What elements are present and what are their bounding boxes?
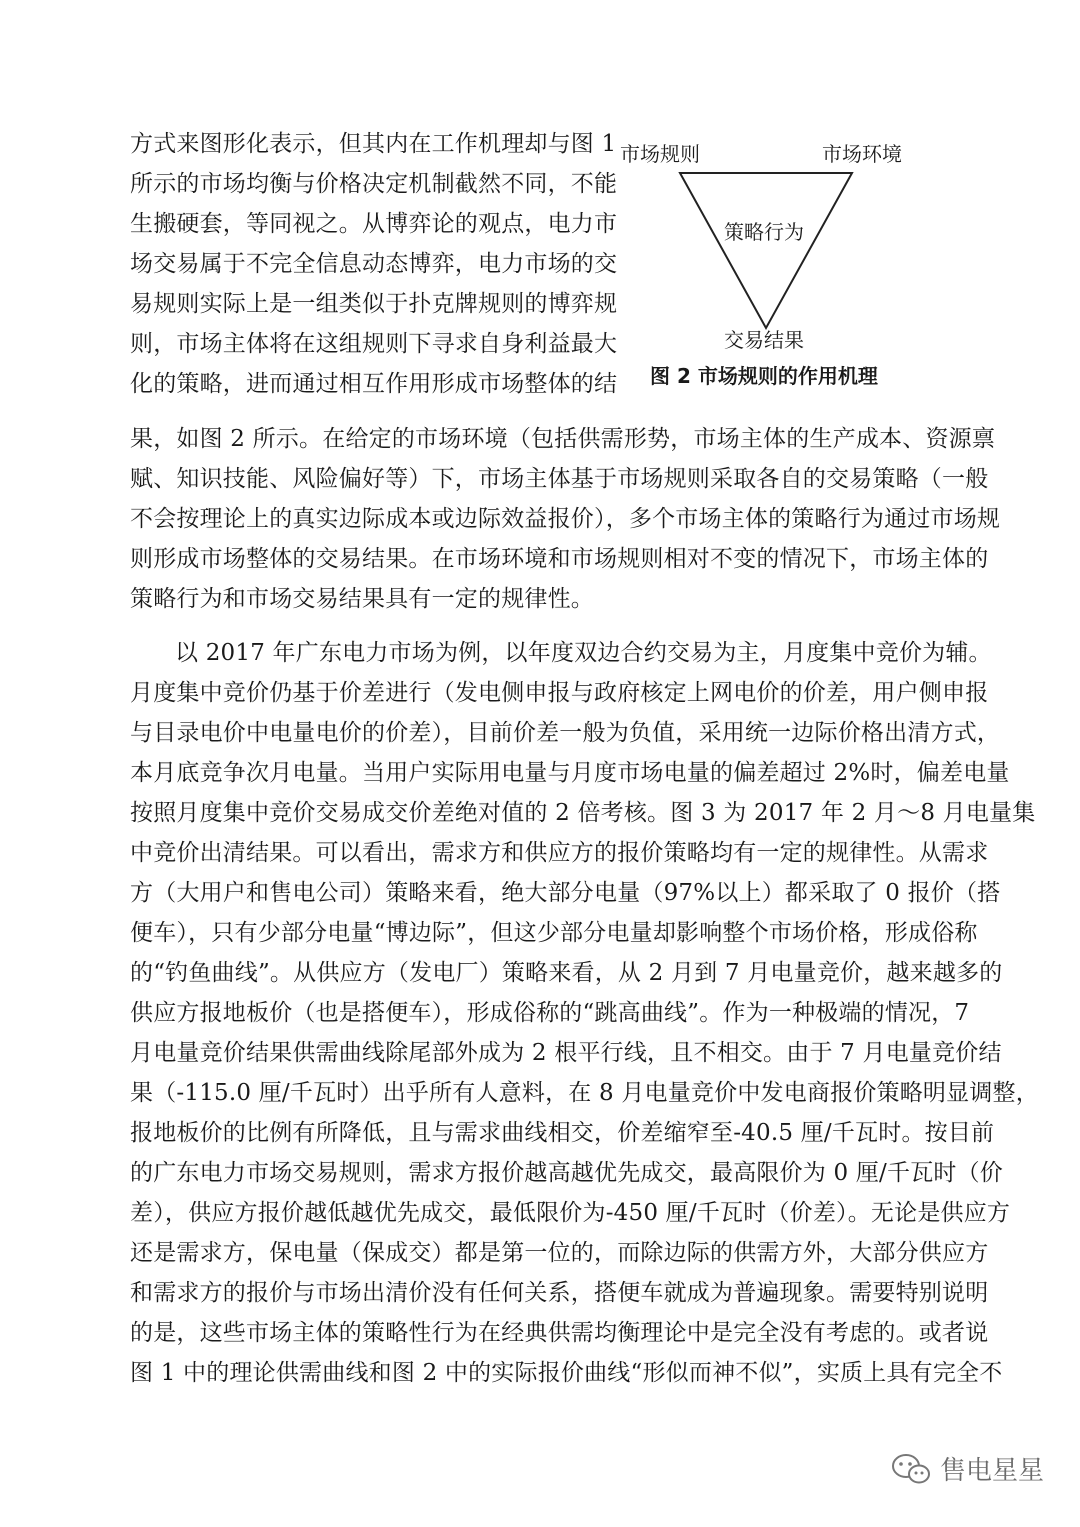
text-line: 场交易属于不完全信息动态博弈，电力市场的交 [130,251,618,277]
text-line: 按照月度集中竞价交易成交价差绝对值的 2 倍考核。图 3 为 2017 年 2 月～8 月电量集 [130,800,1036,826]
text-line: 差），供应方报价越低越优先成交，最低限价为-450 厘/千瓦时（价差）。无论是供应方 [130,1200,1011,1226]
text-line: 便车），只有少部分电量“博边际”，但这少部分电量却影响整个市场价格，形成俗称 [130,920,978,946]
label-market-environment: 市场环境 [822,142,902,166]
text-line: 果，如图 2 所示。在给定的市场环境（包括供需形势，市场主体的生产成本、资源禀 [130,426,996,452]
text-line: 的是，这些市场主体的策略性行为在经典供需均衡理论中是完全没有考虑的。或者说 [130,1320,989,1346]
text-line: 生搬硬套，等同视之。从博弈论的观点，电力市 [130,211,618,237]
triangle-shape [680,173,852,328]
text-line: 易规则实际上是一组类似于扑克牌规则的博弈规 [130,291,618,317]
text-line: 供应方报地板价（也是搭便车），形成俗称的“跳高曲线”。作为一种极端的情况，7 [130,1000,970,1026]
text-line: 本月底竞争次月电量。当用户实际用电量与月度市场电量的偏差超过 2%时，偏差电量 [130,760,1010,786]
text-line: 赋、知识技能、风险偏好等）下，市场主体基于市场规则采取各自的交易策略（一般 [130,466,989,492]
label-strategic-behavior: 策略行为 [724,220,804,244]
label-market-rules: 市场规则 [620,142,700,166]
text-line: 则，市场主体将在这组规则下寻求自身利益最大 [130,331,618,357]
figure-2 [610,128,930,398]
text-line: 不会按理论上的真实边际成本或边际效益报价），多个市场主体的策略行为通过市场规 [130,506,1001,532]
text-line: 和需求方的报价与市场出清价没有任何关系，搭便车就成为普遍现象。需要特别说明 [130,1280,989,1306]
text-line: 报地板价的比例有所降低，且与需求曲线相交，价差缩窄至-40.5 厘/千瓦时。按目前 [130,1120,995,1146]
text-line: 方式来图形化表示，但其内在工作机理却与图 1 [130,131,617,157]
text-line: 以 2017 年广东电力市场为例，以年度双边合约交易为主，月度集中竞价为辅。 [175,640,992,666]
text-line: 月电量竞价结果供需曲线除尾部外成为 2 根平行线，且不相交。由于 7 月电量竞价结 [130,1040,1002,1066]
text-line: 果（-115.0 厘/千瓦时）出乎所有人意料，在 8 月电量竞价中发电商报价策略明显调整， [130,1080,1039,1106]
text-line: 所示的市场均衡与价格决定机制截然不同，不能 [130,171,618,197]
text-line: 中竞价出清结果。可以看出，需求方和供应方的报价策略均有一定的规律性。从需求 [130,840,989,866]
text-line: 与目录电价中电量电价的价差），目前价差一般为负值，采用统一边际价格出清方式， [130,720,1001,746]
figure-caption: 图 2 市场规则的作用机理 [650,364,878,388]
text-line: 图 1 中的理论供需曲线和图 2 中的实际报价曲线“形似而神不似”，实质上具有完全不 [130,1360,1003,1386]
text-line: 化的策略，进而通过相互作用形成市场整体的结 [130,371,618,397]
text-line: 的“钓鱼曲线”。从供应方（发电厂）策略来看，从 2 月到 7 月电量竞价，越来越多的 [130,960,1003,986]
text-line: 的广东电力市场交易规则，需求方报价越高越优先成交，最高限价为 0 厘/千瓦时（价 [130,1160,1004,1186]
watermark [890,1450,1044,1487]
text-line: 方（大用户和售电公司）策略来看，绝大部分电量（97%以上）都采取了 0 报价（搭 [130,880,1001,906]
text-line: 月度集中竞价仍基于价差进行（发电侧申报与政府核定上网电价的价差，用户侧申报 [130,680,989,706]
wechat-icon [890,1452,932,1486]
text-line: 则形成市场整体的交易结果。在市场环境和市场规则相对不变的情况下，市场主体的 [130,546,989,572]
text-line: 还是需求方，保电量（保成交）都是第一位的，而除边际的供需方外，大部分供应方 [130,1240,989,1266]
watermark-text: 售电星星 [939,1456,1044,1486]
label-trading-result: 交易结果 [724,328,804,352]
text-line: 策略行为和市场交易结果具有一定的规律性。 [130,586,594,612]
